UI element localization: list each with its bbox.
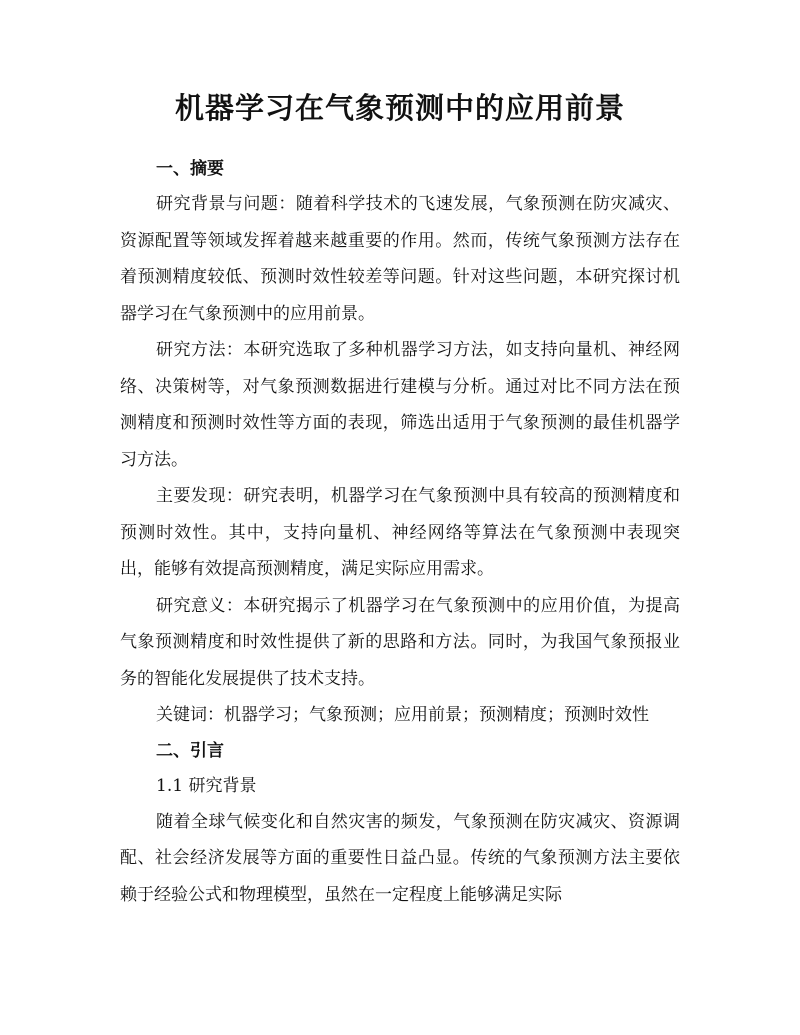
research-background-subheading: 1.1 研究背景 bbox=[156, 775, 257, 796]
introduction-paragraph: 随着全球气候变化和自然灾害的频发，气象预测在防灾减灾、资源调配、社会经济发展等方面的重要性日益凸显。传统的气象预测方法主要依赖于经验公式和物理模型，虽然在一定程度上能够满足实际 bbox=[120, 811, 680, 905]
abstract-paragraph-significance: 研究意义：本研究揭示了机器学习在气象预测中的应用价值，为提高气象预测精度和时效性提供了新的思路和方法。同时，为我国气象预报业务的智能化发展提供了技术支持。 bbox=[120, 595, 680, 689]
keywords-paragraph: 关键词：机器学习；气象预测；应用前景；预测精度；预测时效性 bbox=[156, 705, 649, 725]
abstract-heading: 一、摘要 bbox=[156, 159, 224, 179]
document-title: 机器学习在气象预测中的应用前景 bbox=[174, 91, 625, 125]
abstract-paragraph-background: 研究背景与问题：随着科学技术的飞速发展，气象预测在防灾减灾、资源配置等领域发挥着越来越重要的作用。然而，传统气象预测方法存在着预测精度较低、预测时效性较差等问题。针对这些问题，本研究探讨机器学习在气象预测中的应用前景。 bbox=[120, 194, 680, 324]
abstract-paragraph-methods: 研究方法：本研究选取了多种机器学习方法，如支持向量机、神经网络、决策树等，对气象预测数据进行建模与分析。通过对比不同方法在预测精度和预测时效性等方面的表现，筛选出适用于气象预测的最佳机器学习方法。 bbox=[120, 340, 680, 470]
introduction-heading: 二、引言 bbox=[156, 740, 224, 761]
abstract-paragraph-findings: 主要发现：研究表明，机器学习在气象预测中具有较高的预测精度和预测时效性。其中，支持向量机、神经网络等算法在气象预测中表现突出，能够有效提高预测精度，满足实际应用需求。 bbox=[120, 486, 680, 579]
